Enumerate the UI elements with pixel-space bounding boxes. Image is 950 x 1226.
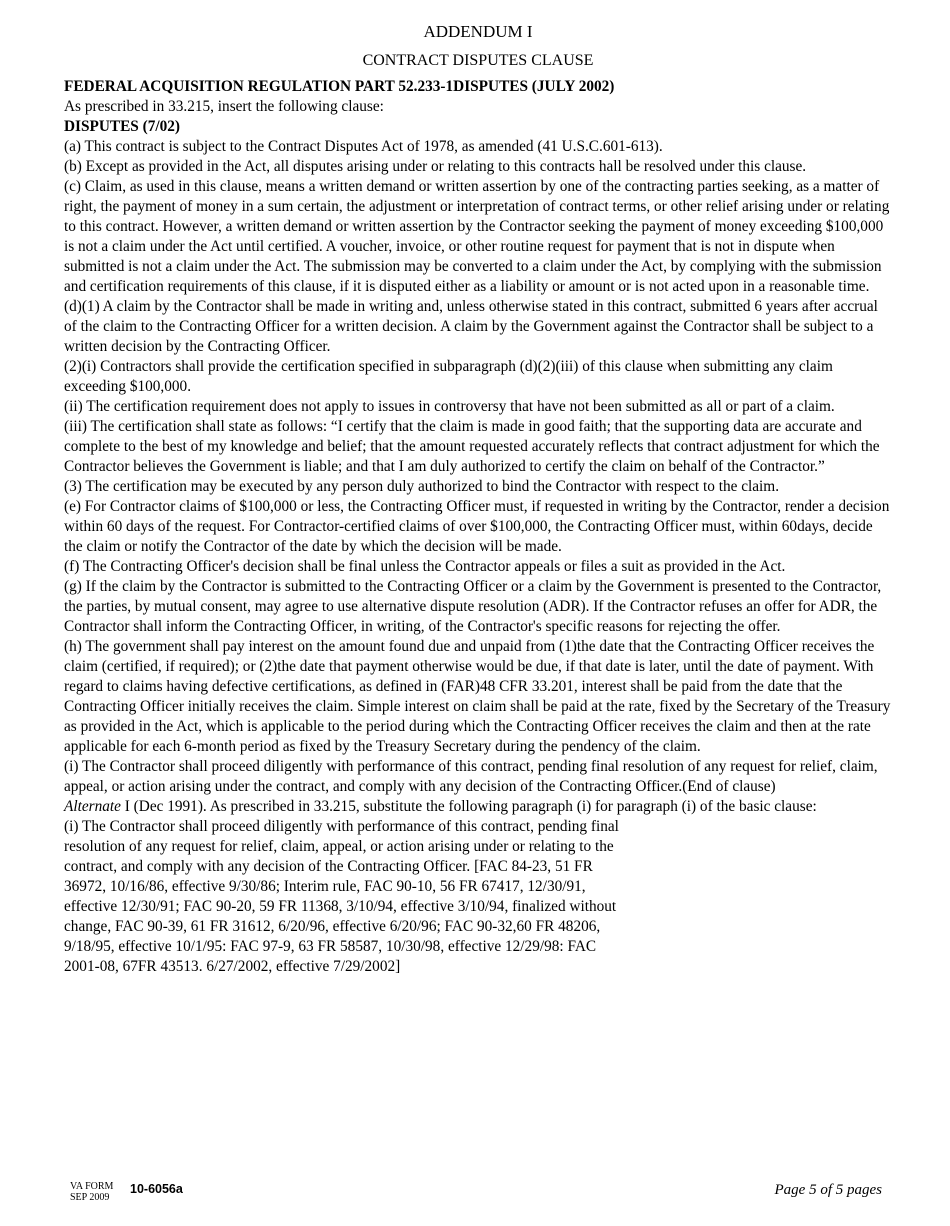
paragraph-g: (g) If the claim by the Contractor is submitted to the Contracting Officer or a claim by the Government is presented to the Contractor, the parties, by mutual consent, may agree to use alternative dispute resolution (ADR). If the Contractor refuses an offer for ADR, the Contractor shall inform the Contracting Officer, in writing, of the Contractor's specific reasons for rejecting the offer.	[64, 578, 882, 635]
form-label	[70, 1181, 113, 1203]
paragraph-f: (f) The Contracting Officer's decision shall be final unless the Contractor appeals or files a suit as provided in the Act.	[64, 558, 786, 575]
page-footer	[0, 1178, 950, 1208]
paragraph-a: (a) This contract is subject to the Contract Disputes Act of 1978, as amended (41 U.S.C.601-613).	[64, 138, 663, 155]
paragraph-b: (b) Except as provided in the Act, all disputes arising under or relating to this contracts hall be resolved under this clause.	[64, 158, 807, 175]
paragraph-c: (c) Claim, as used in this clause, means a written demand or written assertion by one of the contracting parties seeking, as a matter of right, the payment of money in a sum certain, the adjustment or interpretation of contract terms, or other relief arising under or relating to this contract. However, a written demand or written assertion by the Contractor seeking the payment of money exceeding $100,000 is not a claim under the Act until certified. A voucher, invoice, or other routine request for payment that is not in dispute when submitted is not a claim under the Act. The submission may be converted to a claim under the Act, by complying with the submission and certification requirements of this clause, if it is disputed either as a liability or amount or is not acted upon in a reasonable time.	[64, 178, 890, 295]
page-number: Page 5 of 5 pages	[774, 1182, 882, 1198]
alternate-text: I (Dec 1991). As prescribed in 33.215, substitute the following paragraph (i) for paragraph (i) of the basic clause:	[120, 798, 817, 815]
form-number: 10-6056a	[130, 1182, 183, 1196]
paragraph-d2iii: (iii) The certification shall state as follows: “I certify that the claim is made in good faith; that the supporting data are accurate and complete to the best of my knowledge and belief; that the amount requested accurately reflects that contract adjustment for which the Contractor believes the Government is liable; and that I am duly authorized to certify the claim on behalf of the Contractor.”	[64, 418, 880, 475]
far-heading: FEDERAL ACQUISITION REGULATION PART 52.233-1DISPUTES (JULY 2002)	[64, 78, 615, 95]
paragraph-d1: (d)(1) A claim by the Contractor shall be made in writing and, unless otherwise stated in this contract, submitted 6 years after accrual of the claim to the Contracting Officer for a written decision. A claim by the Government against the Contractor shall be subject to a written decision by the Contracting Officer.	[64, 298, 878, 355]
alternate-intro	[64, 797, 892, 817]
paragraph-d2i: (2)(i) Contractors shall provide the certification specified in subparagraph (d)(2)(iii) of this clause when submitting any claim exceeding $100,000.	[64, 358, 833, 395]
paragraph-d2ii: (ii) The certification requirement does not apply to issues in controversy that have not been submitted as all or part of a claim.	[64, 398, 835, 415]
alternate-label: Alternate	[64, 798, 121, 815]
paragraph-d3: (3) The certification may be executed by any person duly authorized to bind the Contractor with respect to the claim.	[64, 478, 780, 495]
addendum-title: ADDENDUM I	[423, 22, 533, 41]
clause-body	[64, 77, 892, 977]
form-label-line-1: VA FORM	[70, 1181, 114, 1192]
disputes-heading: DISPUTES (7/02)	[64, 118, 181, 135]
paragraph-h: (h) The government shall pay interest on the amount found due and unpaid from (1)the date that the Contracting Officer receives the claim (certified, if required); or (2)the date that payment otherwise would be due, if that date is later, until the date of payment. With regard to claims having defective certifications, as defined in (FAR)48 CFR 33.201, interest shall be paid from the date that the Contracting Officer initially receives the claim. Simple interest on claim shall be paid at the rate, fixed by the Secretary of the Treasury as provided in the Act, which is applicable to the period during which the Contracting Officer receives the claim and then at the rate applicable for each 6-month period as fixed by the Treasury Secretary during the pendency of the claim.	[64, 638, 891, 755]
prescribed-text: As prescribed in 33.215, insert the following clause:	[64, 98, 384, 115]
form-label-line-2: SEP 2009	[70, 1192, 110, 1203]
alternate-paragraph: (i) The Contractor shall proceed diligently with performance of this contract, pending final resolution of any request for relief, claim, appeal, or action arising under or relating to the contract, and comply with any decision of the Contracting Officer. [FAC 84-23, 51 FR 36972, 10/16/86, effective 9/30/86; Interim rule, FAC 90-10, 56 FR 67417, 12/30/91, effective 12/30/91; FAC 90-20, 59 FR 11368, 3/10/94, effective 3/10/94, finalized without change, FAC 90-39, 61 FR 31612, 6/20/96, effective 6/20/96; FAC 90-32,60 FR 48206, 9/18/95, effective 10/1/95: FAC 97-9, 63 FR 58587, 10/30/98, effective 12/29/98: FAC 2001-08, 67FR 43513. 6/27/2002, effective 7/29/2002]	[64, 818, 619, 975]
paragraph-i: (i) The Contractor shall proceed diligently with performance of this contract, pending final resolution of any request for relief, claim, appeal, or action arising under the contract, and comply with any decision of the Contracting Officer.(End of clause)	[64, 758, 878, 795]
document-page	[64, 18, 892, 977]
paragraph-e: (e) For Contractor claims of $100,000 or less, the Contracting Officer must, if requested in writing by the Contractor, render a decision within 60 days of the request. For Contractor-certified claims of over $100,000, the Contracting Officer must, within 60days, decide the claim or notify the Contractor of the date by which the decision will be made.	[64, 498, 890, 555]
clause-title: CONTRACT DISPUTES CLAUSE	[362, 52, 594, 69]
